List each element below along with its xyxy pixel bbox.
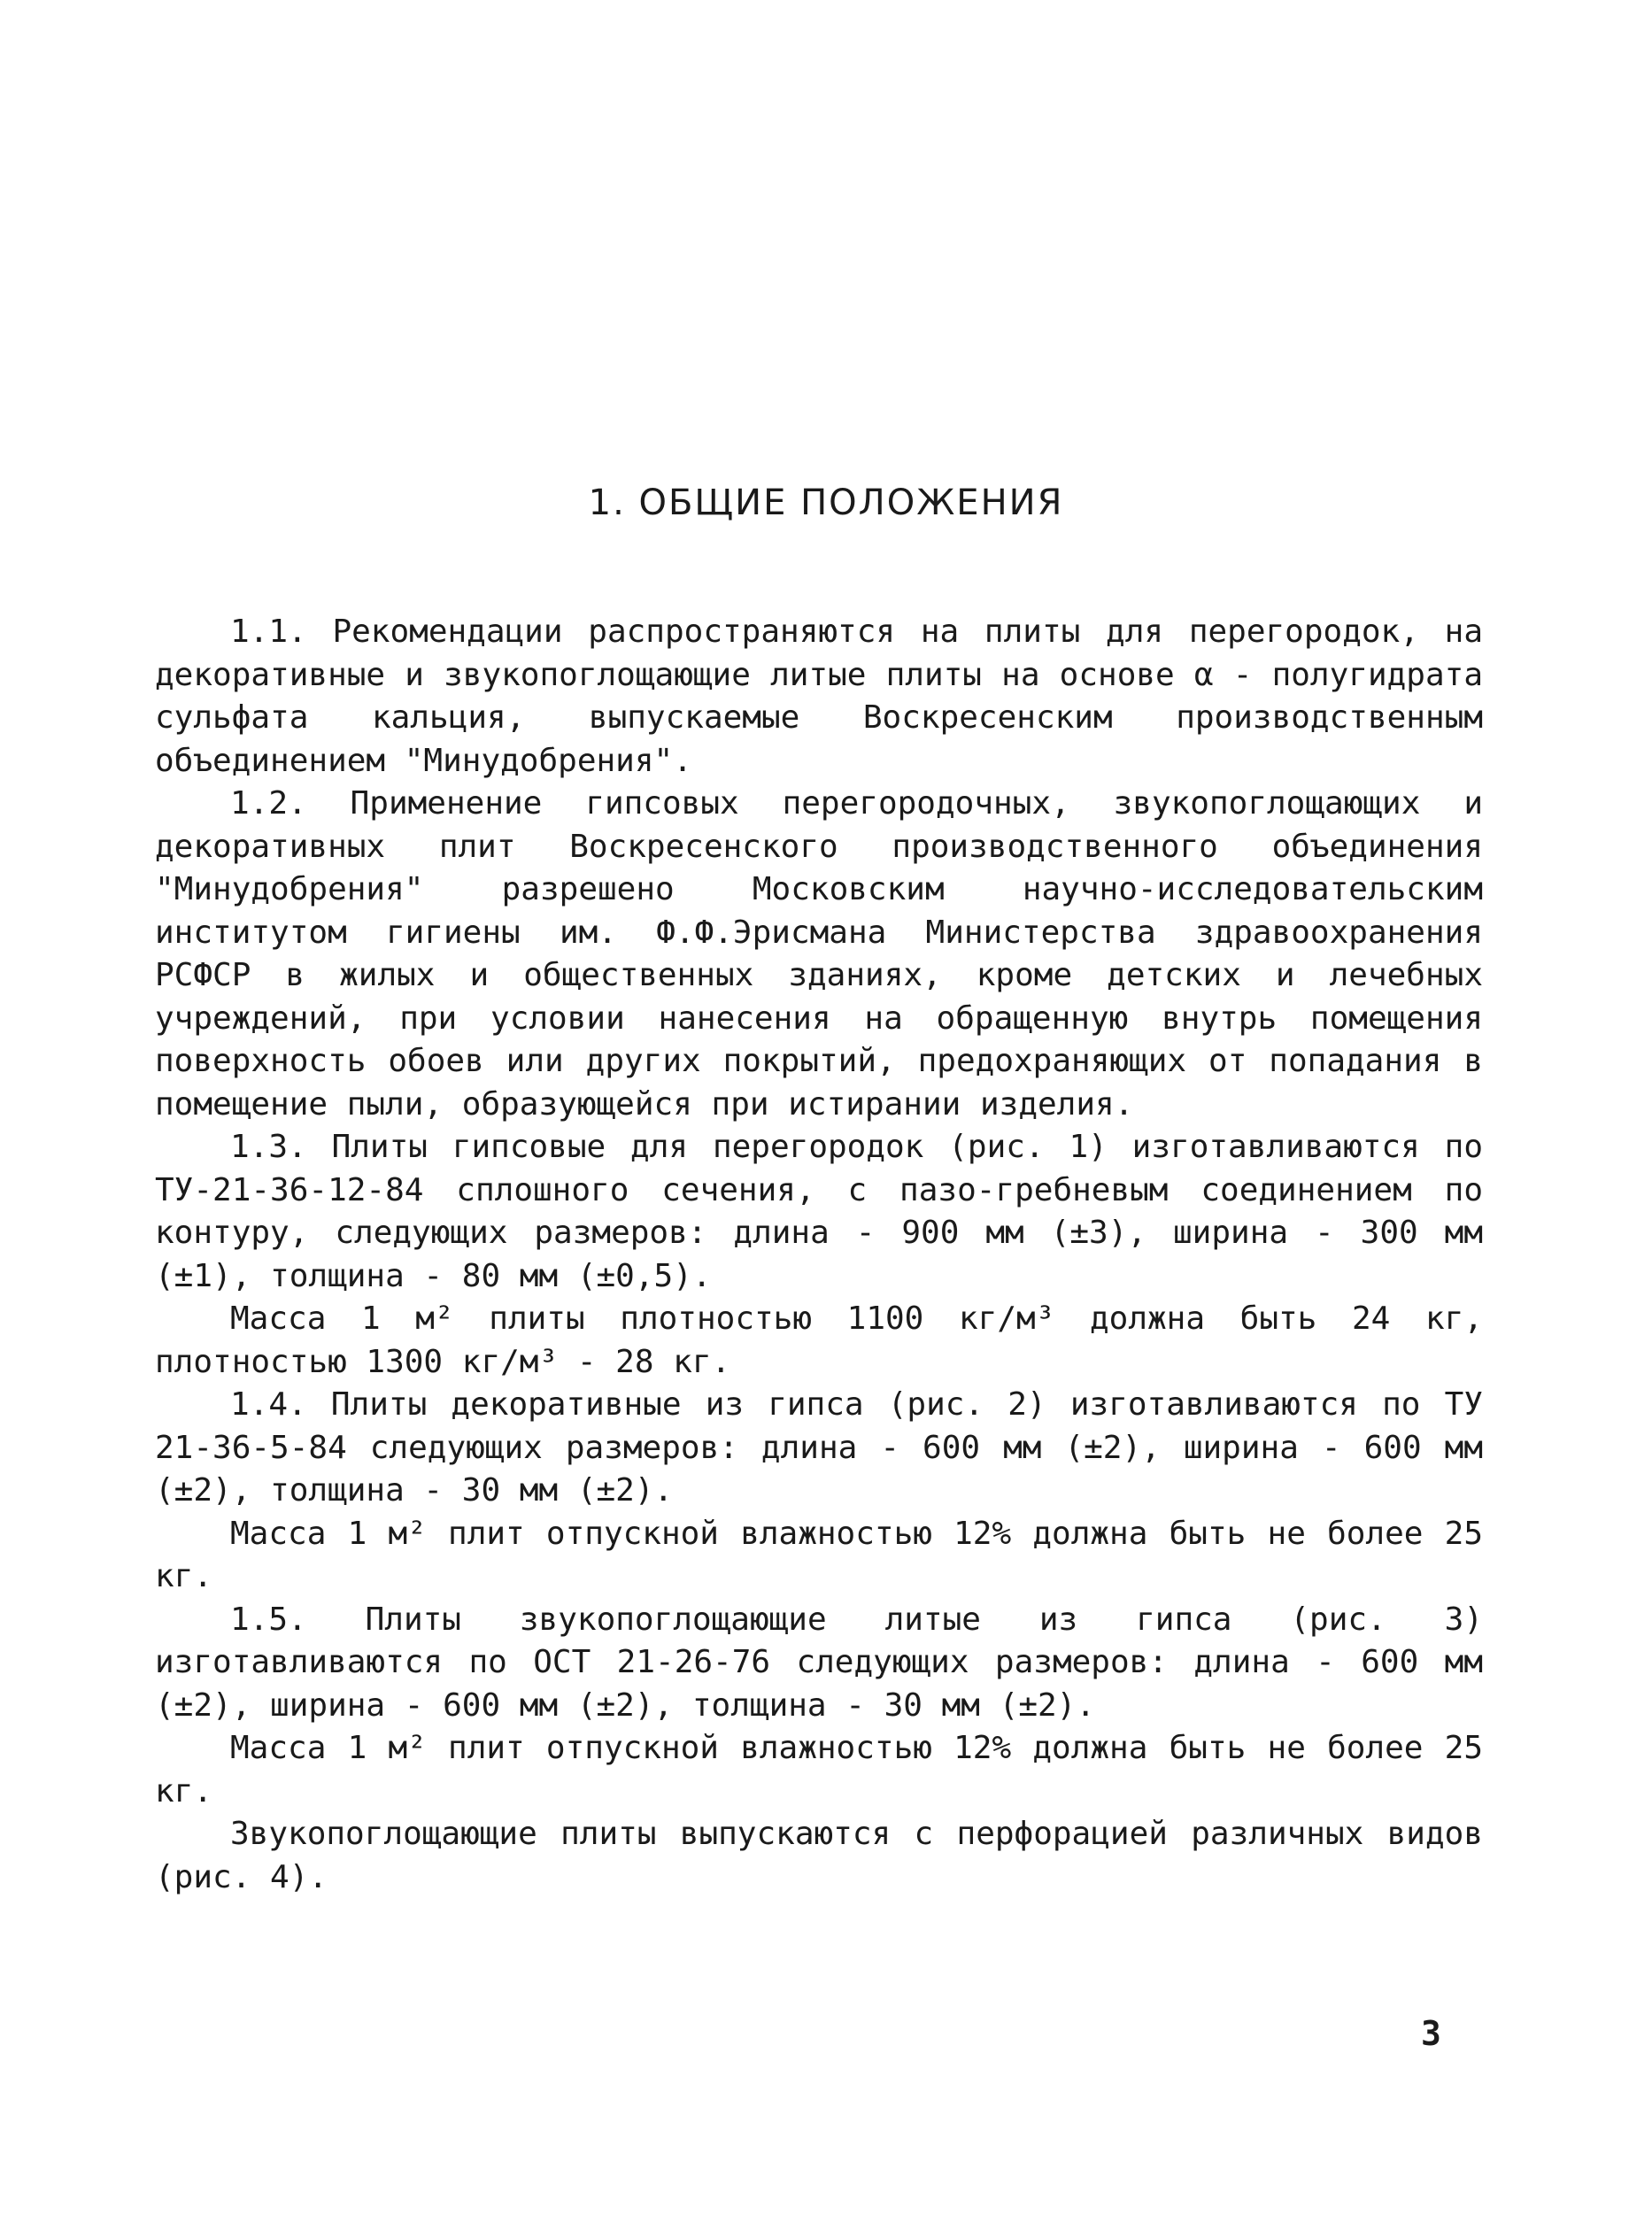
paragraph-1-1: 1.1. Рекомендации распространяются на плиты для перегородок, на декоративные и звукопоглощающие литые плиты на основе α - полугидрата сульфата кальция, выпускаемые Воскресенским производственным объединением "Минудобрения". [155,614,1483,779]
paragraph-1-5: 1.5. Плиты звукопоглощающие литые из гипса (рис. 3) изготавливаются по ОСТ 21-26-76 следующих размеров: длина - 600 мм (±2), ширина - 600 мм (±2), толщина - 30 мм (±2). [155,1601,1483,1724]
paragraph-1-5-mass: Масса 1 м² плит отпускной влажностью 12% должна быть не более 25 кг. [155,1730,1483,1810]
paragraph-1-3: 1.3. Плиты гипсовые для перегородок (рис. 1) изготавливаются по ТУ-21-36-12-84 сплошного сечения, с пазо-гребневым соединением по контуру, следующих размеров: длина - 900 мм (±3), ширина - 300 мм (±1), толщина - 80 мм (±0,5). [155,1129,1483,1294]
paragraph-1-4: 1.4. Плиты декоративные из гипса (рис. 2) изготавливаются по ТУ 21-36-5-84 следующих размеров: длина - 600 мм (±2), ширина - 600 мм (±2), толщина - 30 мм (±2). [155,1386,1483,1509]
paragraph-1-2: 1.2. Применение гипсовых перегородочных, звукопоглощающих и декоративных плит Воскресенского производственного объединения "Минудобрения" разрешено Московским научно-исследовательским институтом гигиены им. Ф.Ф.Эрисмана Министерства здравоохранения РСФСР в жилых и общественных зданиях, кроме детских и лечебных учреждений, при условии нанесения на обращенную внутрь помещения поверхность обоев или других покрытий, предохраняющих от попадания в помещение пыли, образующейся при истирании изделия. [155,785,1483,1123]
paragraph-1-3-mass: Масса 1 м² плиты плотностью 1100 кг/м³ должна быть 24 кг, плотностью 1300 кг/м³ - 28 кг. [155,1300,1483,1380]
paragraph-perforation: Звукопоглощающие плиты выпускаются с перфорацией различных видов (рис. 4). [155,1816,1483,1895]
paragraph-1-4-mass: Масса 1 м² плит отпускной влажностью 12% должна быть не более 25 кг. [155,1515,1483,1594]
page-number: 3 [1421,2014,1441,2053]
section-body [155,611,1483,1899]
section-heading: 1. ОБЩИЕ ПОЛОЖЕНИЯ [588,482,1064,523]
